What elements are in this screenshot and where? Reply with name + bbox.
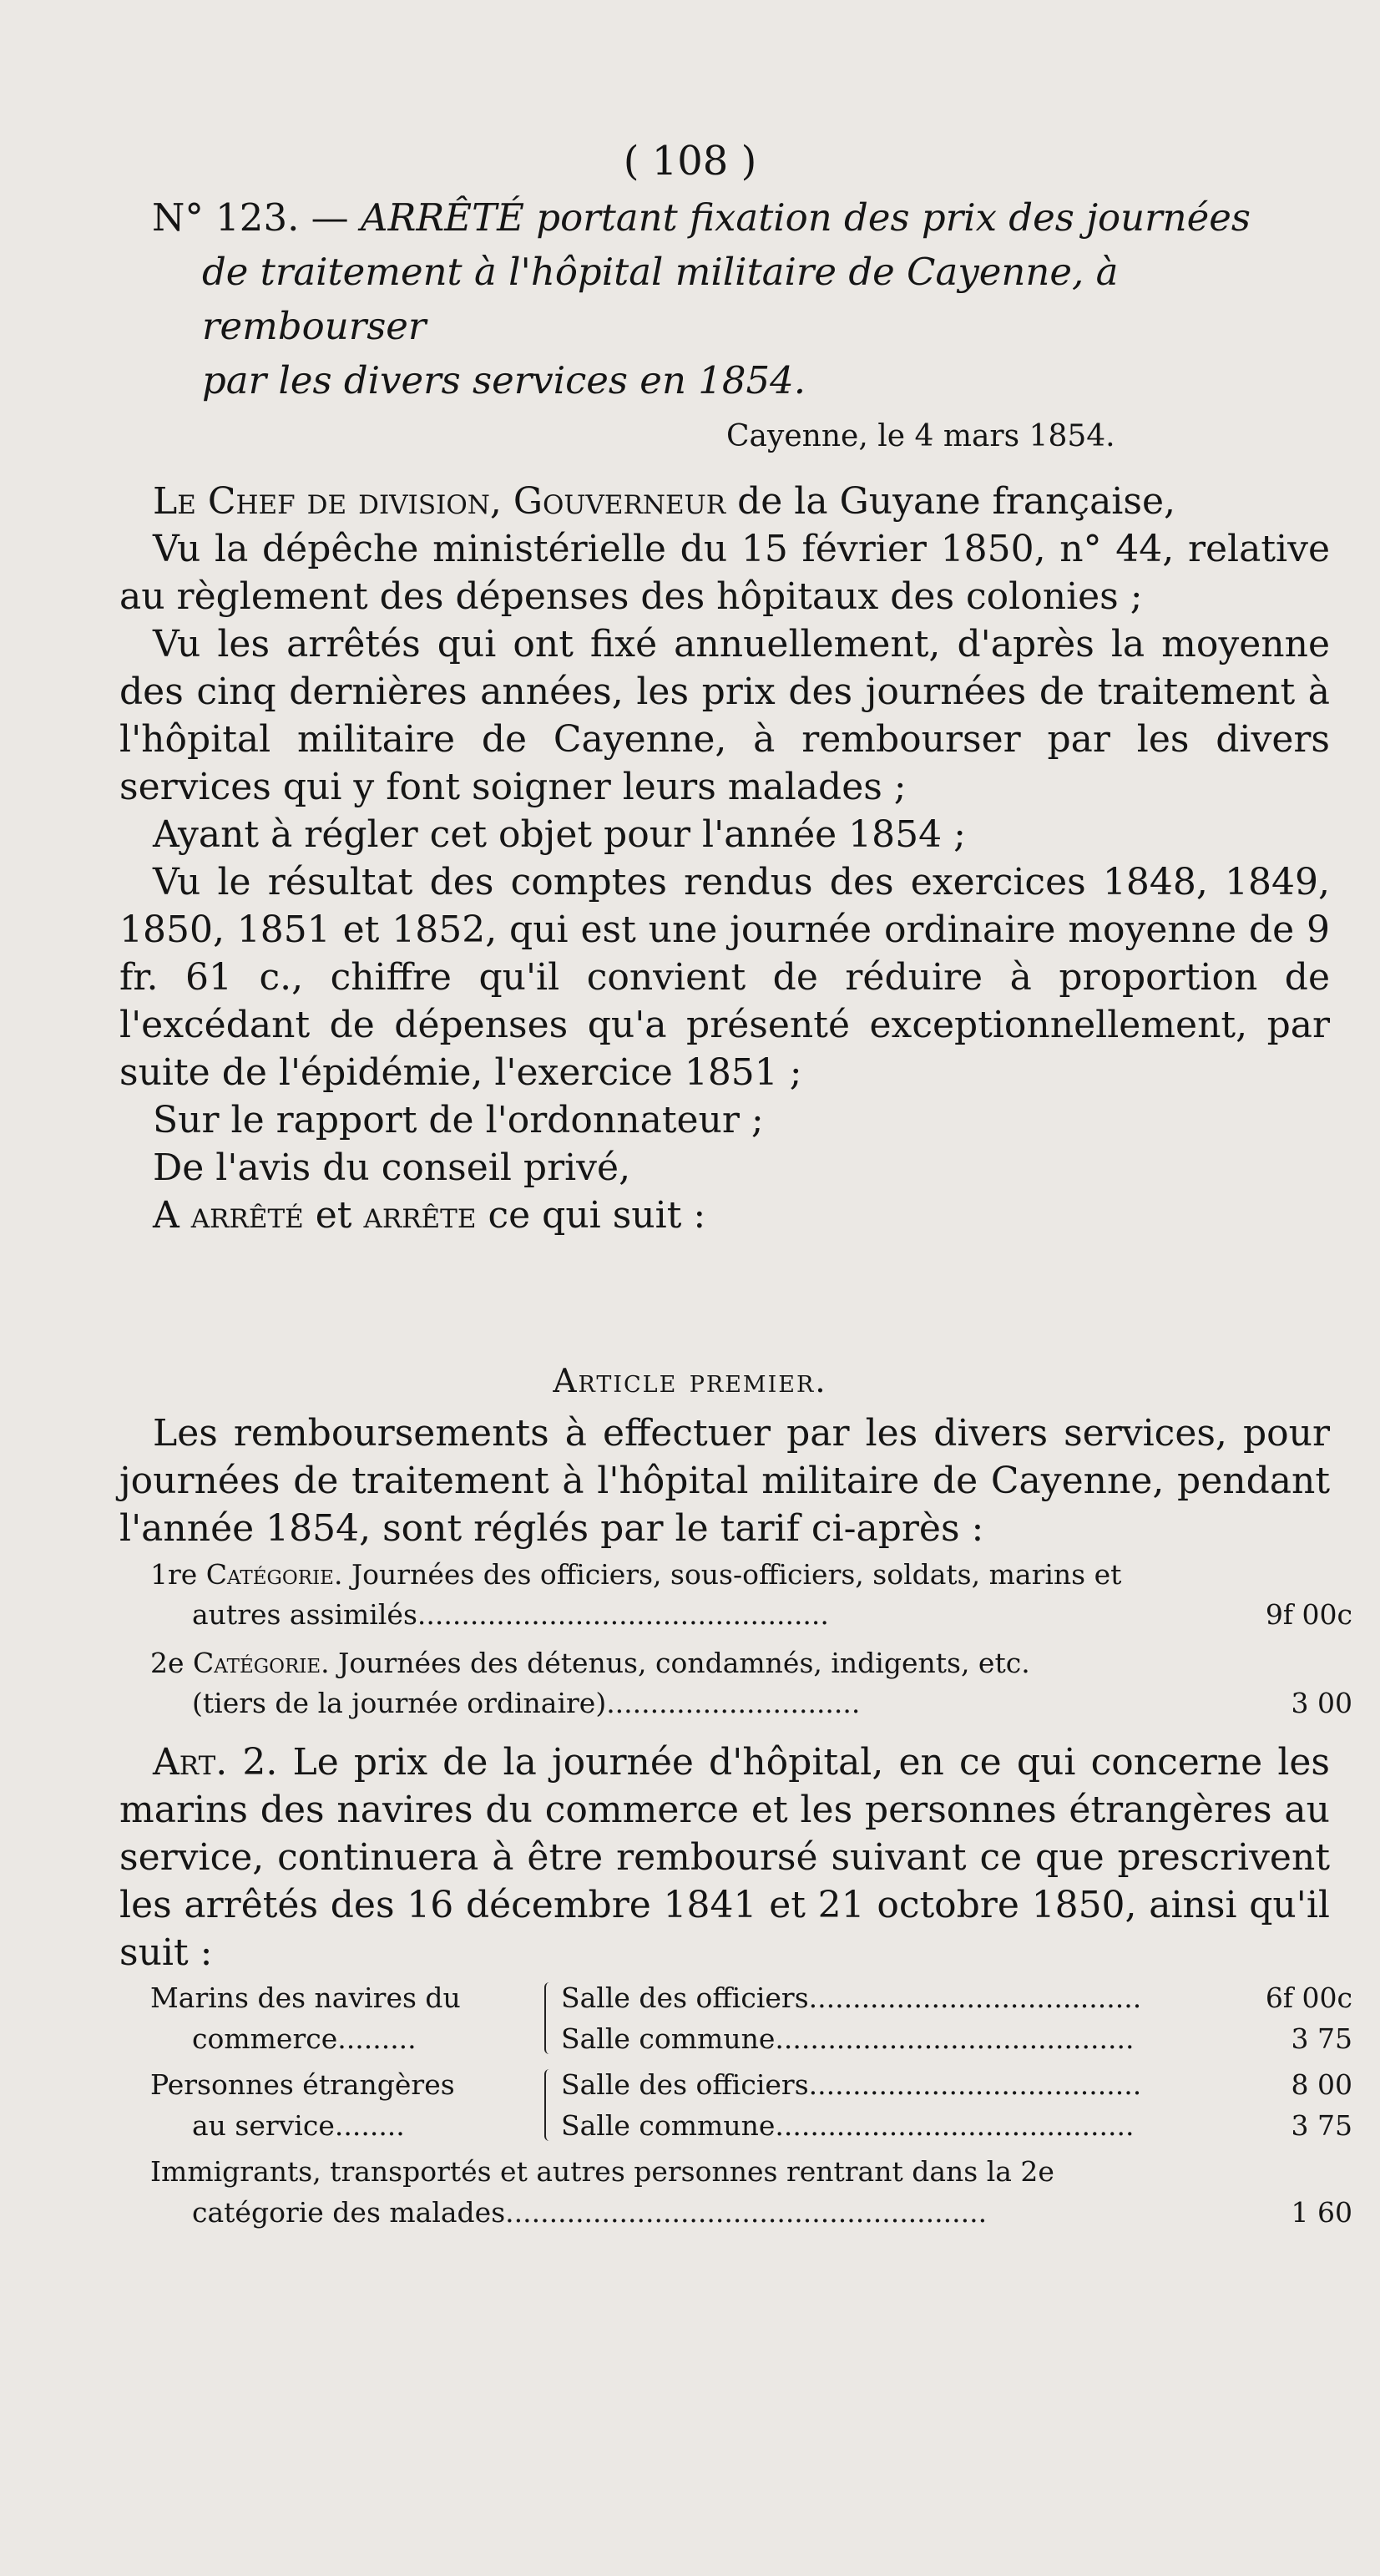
decree-title-line1: ARRÊTÉ portant fixation des prix des journées <box>361 195 1251 240</box>
considerant-4: Vu le résultat des comptes rendus des exercices 1848, 1849, 1850, 1851 et 1852, qui est une journée ordinaire moyenne de 9 fr. 61 c., chiffre qu'il convient de réduire à proportion de l'excédant de dépenses qu'a présenté exceptionnellement, par suite de l'épidémie, l'exercice 1851 ; <box>119 861 1330 1094</box>
brace <box>544 2069 556 2141</box>
author-rest: de la Guyane française, <box>725 480 1175 523</box>
considerant-2: Vu les arrêtés qui ont fixé annuellement, d'après la moyenne des cinq dernières années, les prix des journées de traitement à l'hôpital militaire de Cayenne, à rembourser par les divers services qui y font soigner leurs malades ; <box>119 623 1330 808</box>
rates-group-immigrants: Immigrants, transportés et autres personnes rentrant dans la 2e catégorie des malades....................................................... 1 60 <box>150 2155 1352 2229</box>
brace <box>544 1982 556 2054</box>
tariff-category-2: 2e Catégorie. Journées des détenus, condamnés, indigents, etc. <box>150 1647 1030 1679</box>
article-1-text: Les remboursements à effectuer par les divers services, pour journées de traitement à l'hôpital militaire de Cayenne, pendant l'année 1854, sont réglés par le tarif ci-après : <box>119 1412 1330 1550</box>
article-2-text: Art. 2. Le prix de la journée d'hôpital, en ce qui concerne les marins des navires du commerce et les personnes étrangères au service, continuera à être remboursé suivant ce que prescrivent les arrêtés des 16 décembre 1841 et 21 octobre 1850, ainsi qu'il suit : <box>119 1741 1331 1974</box>
considerant-1: Vu la dépêche ministérielle du 15 février 1850, n° 44, relative au règlement des dépenses des hôpitaux des colonies ; <box>119 528 1330 618</box>
considerant-3: Ayant à régler cet objet pour l'année 1854 ; <box>153 813 966 856</box>
considerant-6: De l'avis du conseil privé, <box>153 1146 631 1189</box>
tariff-list <box>150 1555 1352 1723</box>
tariff-category-2-value: 3 00 <box>1291 1687 1352 1719</box>
rates-group-merchant-sailors: Marins des navires du commerce......... Salle des officiers...................................... 6f 00c Salle commune......................................... 3 75 <box>150 1981 1352 2055</box>
page-number: ( 108 ) <box>623 138 757 185</box>
article-1-heading: Article premier. <box>553 1363 827 1400</box>
author-line <box>119 478 1330 525</box>
article-2-label: Art. 2. <box>153 1741 278 1784</box>
preamble <box>119 478 1330 1239</box>
tariff-category-1-cont: autres assimilés............................................... <box>192 1598 829 1631</box>
dateline: Cayenne, le 4 mars 1854. <box>726 419 1115 453</box>
tariff-category-2-cont: (tiers de la journée ordinaire)............................. <box>192 1687 861 1719</box>
decree-title-line3: par les divers services en 1854. <box>202 358 806 402</box>
decree-number: N° 123. — <box>152 195 349 240</box>
rates-group-foreigners: Personnes étrangères au service........ Salle des officiers...................................... 8 00 Salle commune......................................... 3 75 <box>150 2068 1352 2142</box>
tariff-category-1: 1re Catégorie. Journées des officiers, sous-officiers, soldats, marins et <box>150 1558 1122 1591</box>
considerant-5: Sur le rapport de l'ordonnateur ; <box>153 1099 764 1141</box>
rates-table <box>150 1977 1352 2233</box>
tariff-category-1-value: 9f 00c <box>1265 1598 1352 1631</box>
author-title: Le Chef de division, Gouverneur <box>153 480 726 523</box>
decree-heading <box>152 190 1346 407</box>
enacting-clause: A arrêté et arrête ce qui suit : <box>153 1194 706 1237</box>
decree-title-line2: de traitement à l'hôpital militaire de Cayenne, à rembourser <box>202 250 1119 348</box>
